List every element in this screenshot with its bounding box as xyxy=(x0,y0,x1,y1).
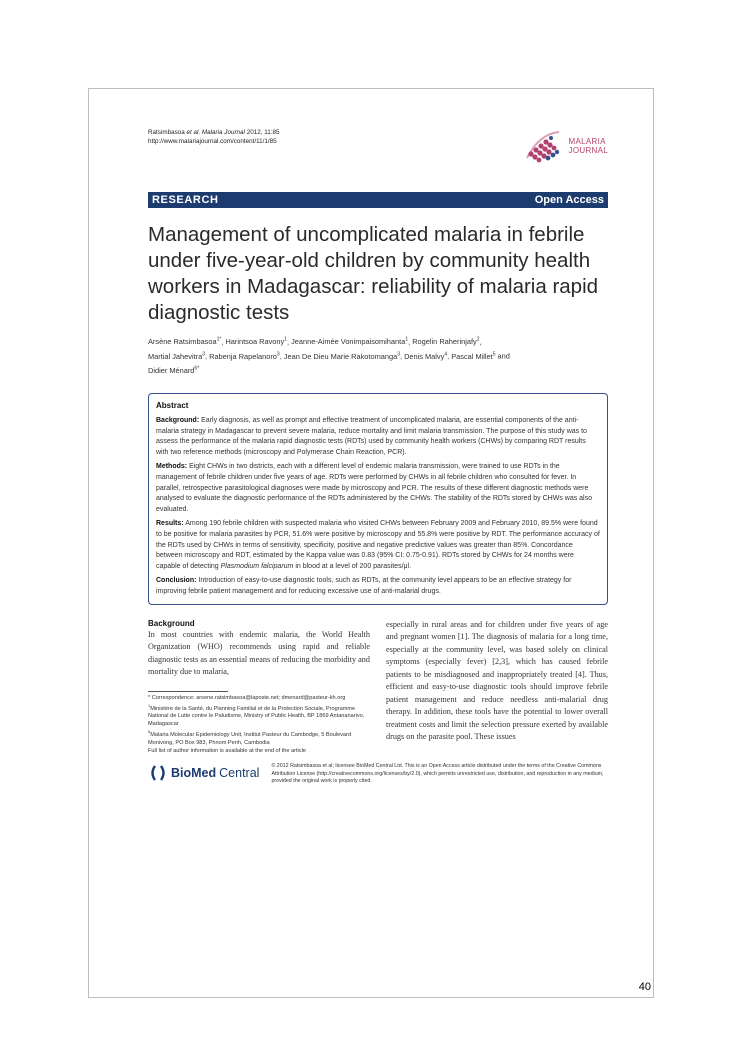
author: Arsène Ratsimbasoa$^{1*}$ xyxy=(148,337,222,347)
citation-url[interactable]: http://www.malariajournal.com/content/11/1/85 xyxy=(148,138,277,145)
left-column xyxy=(148,619,370,756)
abstract-results: Results: Among 190 febrile children with suspected malaria who visited CHWs between February 2009 and February 2010, 89.5% were found to be positive for malaria parasites by PCR, 51.6% were positive by microscopy and 55.8% were positive by RDT. The performance accuracy of the RDTs used by CHWs in terms of sensitivity, specificity, positive and negative predictive values was greater than 85%. Concordance between microscopy and RDT, estimated by the Kappa value was 0.83 (95% CI: 0.75-0.91). RDTs stored by CHWs for 24 months were capable of detecting Plasmodium falciparum in blood at a level of 200 parasites/μl. xyxy=(156,520,600,570)
page-number: 40 xyxy=(638,981,651,993)
article xyxy=(148,128,608,786)
background-text-left: In most countries with endemic malaria, the World Health Organization (WHO) recommends using rapid and reliable diagnostic tests as an essential means of reducing the morbidity and mortality due to malaria, xyxy=(148,629,370,676)
abstract-background: Background: Early diagnosis, as well as prompt and effective treatment of uncomplicated malaria, are essential components of the anti-malaria strategy in Madagascar to prevent severe malaria, reduce mortality and limit malaria transmission. The purpose of this study was to assess the performance of the malaria rapid diagnostic tests (RDTs) used by community health workers (CHWs) by comparing RDT results with two reference methods (microscopy and Polymerase Chain Reaction, PCR). xyxy=(156,417,587,456)
footnote-divider xyxy=(148,691,228,692)
affiliation-note: $^1$Ministère de la Santé, du Planning Familial et de la Protection Sociale, Programme National de Lutte contre le Paludisme, Ministry of Public Health, BP 1869 Antananarivo, Madagascar xyxy=(148,702,365,728)
malaria-journal-logo xyxy=(521,128,608,164)
logo-central: Central xyxy=(219,766,260,781)
background-text-right: especially in rural areas and for children under five years of age and pregnant women [1]. The diagnosis of malaria for a long time, especially at the community level, was based solely on clinical symptoms (especially fever) [2,3], which has caused febrile patients to be misdiagnosed and inappropriately treated [4]. Thus, efficient and easy-to-use diagnostic tools should improve febrile patient management and reduce needless anti-malarial drug therapy. In addition, these tools have the potential to lower overall treatment costs and limit the selection pressure exerted by available drugs on the parasite pool. These issues xyxy=(386,619,608,741)
author: Jeanne-Aimée Vonimpaisomihanta$^1$ xyxy=(291,337,409,347)
article-title: Management of uncomplicated malaria in febrile under five-year-old children by community health workers in Madagascar: reliability of malaria rapid diagnostic tests xyxy=(148,223,599,324)
mosquito-dots-icon xyxy=(521,128,563,164)
article-header xyxy=(148,128,608,180)
abstract-heading: Abstract xyxy=(156,401,189,411)
body-columns xyxy=(148,619,608,756)
citation-journal: Malaria Journal xyxy=(201,129,245,136)
affiliation-note: $^6$Malaria Molecular Epidemiology Unit, Institut Pasteur du Cambodge, 5 Boulevard Monivong, PO Box 983, Phnom Penh, Cambodia xyxy=(148,729,352,747)
citation-authors: Ratsimbasoa xyxy=(148,129,185,136)
author: Martial Jahevitra$^3$ xyxy=(148,351,205,361)
citation-et-al: et al. xyxy=(186,129,201,136)
author: Jean De Dieu Marie Rakotomanga$^3$ xyxy=(283,351,400,361)
abstract-methods: Methods: Eight CHWs in two districts, each with a different level of endemic malaria transmission, were trained to use RDTs in the management of febrile children under five years of age. RDTs were performed by CHWs in all febrile children who consulted for fever. In parallel, retrospective parasitological diagnoses were made by microscopy and PCR. The results of these different diagnostic methods were analysed to evaluate the diagnostic performance of the RDTs administered by the CHWs. The stability of the RDTs stored by CHWs was also evaluated. xyxy=(156,463,593,513)
author: Didier Ménard$^{6*}$ xyxy=(148,365,200,376)
copyright-text: © 2012 Ratsimbasoa et al; licensee BioMed Central Ltd. This is an Open Access article distributed under the terms of the Creative Commons Attribution License (http://creativecommons.org/licenses/by/2.0), which permits unrestricted use, distribution, and reproduction in any medium, provided the original work is properly cited. xyxy=(271,763,604,785)
author: Pascal Millet$^5$ xyxy=(451,351,496,361)
journal-logo-line1: MALARIA xyxy=(568,137,606,146)
author-info-note: Full list of author information is available at the end of the article xyxy=(148,748,306,755)
research-label: RESEARCH xyxy=(152,194,219,206)
journal-logo-line2: JOURNAL xyxy=(568,146,608,155)
author: Denis Malvy$^4$ xyxy=(404,351,448,361)
biomed-central-logo xyxy=(148,763,259,783)
author: Harintsoa Ravony$^1$ xyxy=(225,337,287,347)
author: Rabenja Rapelanoro$^3$ xyxy=(209,351,280,361)
logo-bio: BioMed xyxy=(171,766,217,781)
biomed-brackets-icon xyxy=(148,763,168,783)
citation-year: 2012, 11:85 xyxy=(246,129,280,136)
correspondence-note: * Correspondence: arsene.ratsimbasoa@laposte.net; dmenard@pasteur-kh.org xyxy=(148,694,346,701)
article-type-banner xyxy=(148,192,608,208)
author-list: Arsène Ratsimbasoa$^{1*}$, Harintsoa Ravony$^1$, Jeanne-Aimée Vonimpaisomihanta$^1$, Rogelin Raherinjafy$^2$, Martial Jahevitra$^3$, Rabenja Rapelanoro$^3$, Jean De Dieu Marie Rakotomanga$^3$, Denis Malvy$^4$, Pascal Millet$^5$ and Didier Ménard$^{6*}$ xyxy=(148,337,510,376)
abstract-conclusion: Conclusion: Introduction of easy-to-use diagnostic tools, such as RDTs, at the community level appears to be an effective strategy for improving febrile patient management and for reducing excessive use of anti-malarial drugs. xyxy=(156,577,572,595)
license-footer xyxy=(148,763,608,786)
open-access-label: Open Access xyxy=(534,194,604,206)
footnotes xyxy=(148,694,370,756)
right-column xyxy=(386,619,608,756)
author: Rogelin Raherinjafy$^2$ xyxy=(412,337,480,347)
journal-logo-text xyxy=(569,137,608,155)
abstract-box xyxy=(148,393,608,604)
background-heading: Background xyxy=(148,618,195,628)
